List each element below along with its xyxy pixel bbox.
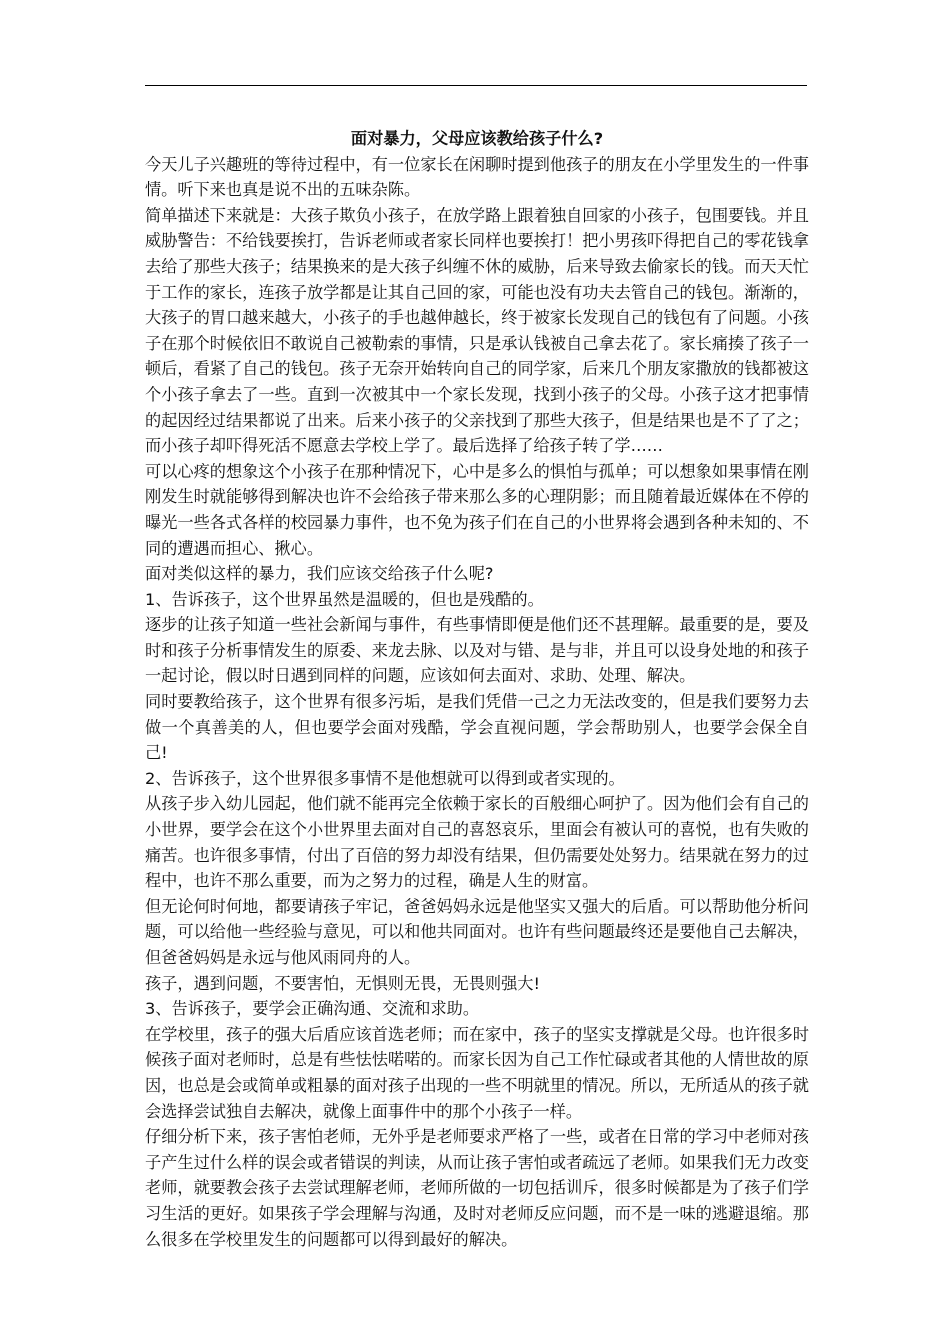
paragraph-story: 简单描述下来就是：大孩子欺负小孩子，在放学路上跟着独自回家的小孩子，包围要钱。并且威胁警告：不给钱要挨打，告诉老师或者家长同样也要挨打！把小男孩吓得把自己的零花钱拿去给了那些大孩子；结果换来的是大孩子纠缠不休的威胁，后来导致去偷家长的钱。而天天忙于工作的家长，连孩子放学都是让其自己回的家，可能也没有功夫去管自己的钱包。渐渐的，大孩子的胃口越来越大，小孩子的手也越伸越长，终于被家长发现自己的钱包有了问题。小孩子在那个时候依旧不敢说自己被勒索的事情，只是承认钱被自己拿去花了。家长痛揍了孩子一顿后，看紧了自己的钱包。孩子无奈开始转向自己的同学家，后来几个朋友家撒放的钱都被这个小孩子拿去了一些。直到一次被其中一个家长发现，找到小孩子的父母。小孩子这才把事情的起因经过结果都说了出来。后来小孩子的父亲找到了那些大孩子，但是结果也是不了了之；而小孩子却吓得死活不愿意去学校上学了。最后选择了给孩子转了学…… [145,205,809,456]
paragraph-reflection: 可以心疼的想象这个小孩子在那种情况下，心中是多么的惧怕与孤单；可以想象如果事情在刚刚发生时就能够得到解决也许不会给孩子带来那么多的心理阴影；而且随着最近媒体在不停的曝光一些各式各样的校园暴力事件，也不免为孩子们在自己的小世界将会遇到各种未知的、不同的遭遇而担心、揪心。 [145,461,809,558]
paragraph-section-2a: 从孩子步入幼儿园起，他们就不能再完全依赖于家长的百般细心呵护了。因为他们会有自己的小世界，要学会在这个小世界里去面对自己的喜怒哀乐，里面会有被认可的喜悦，也有失败的痛苦。也许很多事情，付出了百倍的努力却没有结果，但仍需要处处努力。结果就在努力的过程中，也许不那么重要，而为之努力的过程，确是人生的财富。 [145,794,809,891]
paragraph-section-1a: 逐步的让孩子知道一些社会新闻与事件，有些事情即便是他们还不甚理解。最重要的是，要及时和孩子分析事情发生的原委、来龙去脉、以及对与错、是与非，并且可以设身处地的和孩子一起讨论，假以时日遇到同样的问题，应该如何去面对、求助、处理、解决。 [145,615,809,686]
paragraph-section-3a: 在学校里，孩子的强大后盾应该首选老师；而在家中，孩子的坚实支撑就是父母。也许很多时候孩子面对老师时，总是有些怯怯喏喏的。而家长因为自己工作忙碌或者其他的人情世故的原因，也总是会或简单或粗暴的面对孩子出现的一些不明就里的情况。所以，无所适从的孩子就会选择尝试独自去解决，就像上面事件中的那个小孩子一样。 [145,1024,809,1121]
document-body [145,126,809,1252]
section-heading-1: 1、告诉孩子，这个世界虽然是温暖的，但也是残酷的。 [145,589,544,609]
paragraph-intro: 今天儿子兴趣班的等待过程中，有一位家长在闲聊时提到他孩子的朋友在小学里发生的一件事情。听下来也真是说不出的五味杂陈。 [145,154,809,200]
section-heading-2: 2、告诉孩子，这个世界很多事情不是他想就可以得到或者实现的。 [145,768,625,788]
paragraph-section-1b: 同时要教给孩子，这个世界有很多污垢，是我们凭借一己之力无法改变的，但是我们要努力去做一个真善美的人，但也要学会面对残酷，学会直视问题，学会帮助别人，也要学会保全自己! [145,692,809,763]
document-title: 面对暴力，父母应该教给孩子什么? [350,129,604,148]
paragraph-question: 面对类似这样的暴力，我们应该交给孩子什么呢? [145,564,494,584]
paragraph-section-2c: 孩子，遇到问题，不要害怕，无惧则无畏，无畏则强大! [145,973,540,993]
section-heading-3: 3、告诉孩子，要学会正确沟通、交流和求助。 [145,999,480,1019]
paragraph-section-3b: 仔细分析下来，孩子害怕老师，无外乎是老师要求严格了一些，或者在日常的学习中老师对孩子产生过什么样的误会或者错误的判读，从而让孩子害怕或者疏远了老师。如果我们无力改变老师，就要教会孩子去尝试理解老师，老师所做的一切包括训斥，很多时候都是为了孩子们学习生活的更好。如果孩子学会理解与沟通，及时对老师反应问题，而不是一味的逃避退缩。那么很多在学校里发生的问题都可以得到最好的解决。 [145,1127,809,1249]
paragraph-section-2b: 但无论何时何地，都要请孩子牢记，爸爸妈妈永远是他坚实又强大的后盾。可以帮助他分析问题，可以给他一些经验与意见，可以和他共同面对。也许有些问题最终还是要他自己去解决，但爸爸妈妈是永远与他风雨同舟的人。 [145,896,809,967]
header-rule [145,85,807,86]
